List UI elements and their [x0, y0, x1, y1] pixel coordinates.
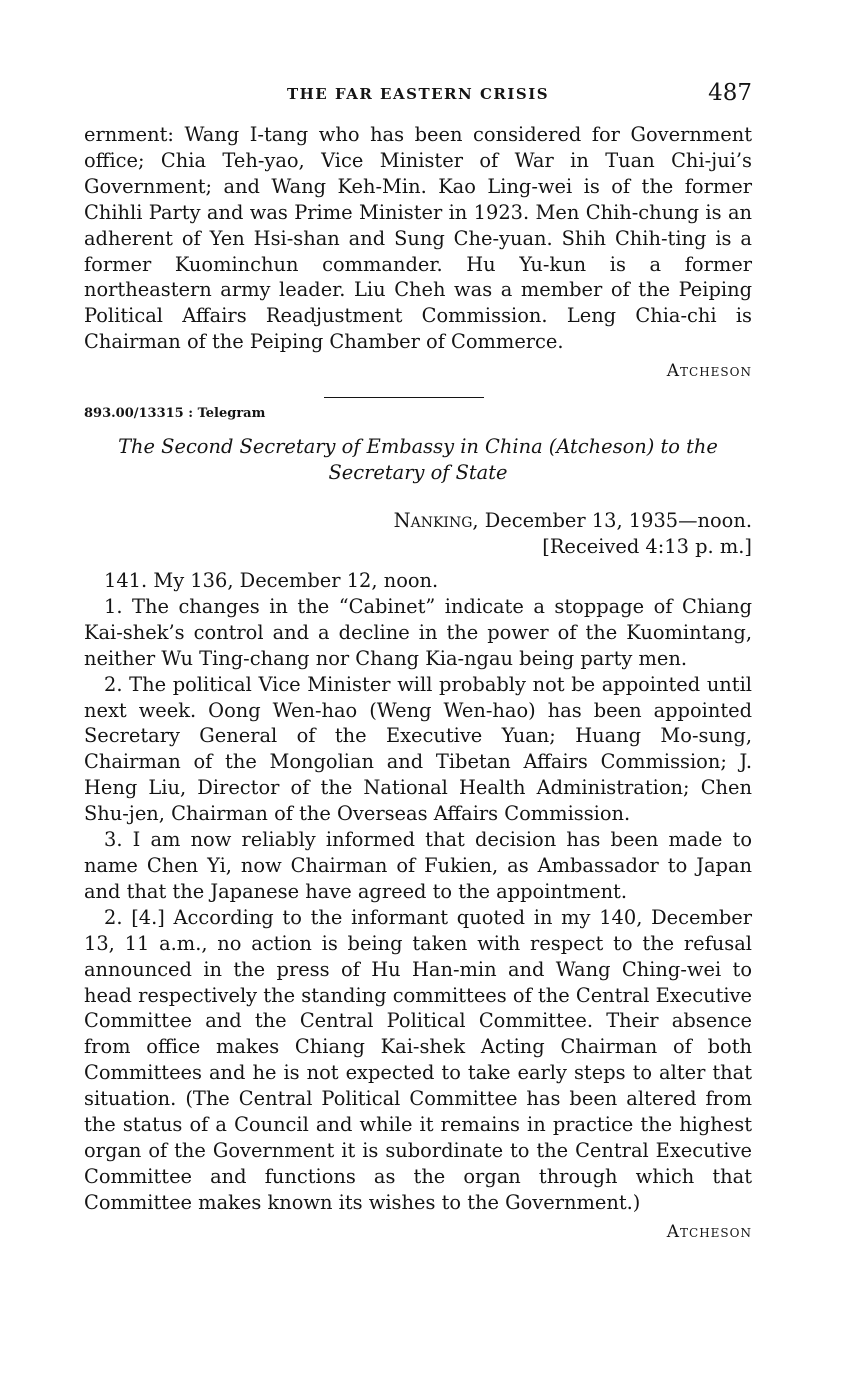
- telegram-opening: 141. My 136, December 12, noon.: [104, 569, 439, 592]
- received-note: [Received 4:13 p. m.]: [542, 535, 752, 558]
- telegram-paragraph-4: 2. [4.] According to the informant quoted in my 140, December 13, 11 a.m., no action is being taken with respect to the refusal announced in the press of Hu Han-min and Wang Ching-wei to head respectively the standing committees of the Central Executive Committee and the Central Political Committee. Their absence from office makes Chiang Kai-shek Acting Chairman of both Committees and he is not expected to take early steps to alter that situation. (The Central Political Committee has been altered from the status of a Council and while it remains in practice the highest organ of the Government it is subordinate to the Central Executive Committee and functions as the organ through which that Committee makes known its wishes to the Government.): [84, 905, 752, 1214]
- telegram-paragraph-1: 1. The changes in the “Cabinet” indicate a stoppage of Chiang Kai-shek’s control and a decline in the power of the Kuomintang, neither Wu Ting-chang nor Chang Kia-ngau being party men.: [84, 594, 752, 670]
- document-heading: [84, 434, 752, 486]
- telegram-paragraph-3: 3. I am now reliably informed that decision has been made to name Chen Yi, now Chairman of Fukien, as Ambassador to Japan and that the Japanese have agreed to the appointment.: [84, 828, 752, 903]
- section-divider: [324, 397, 484, 398]
- signature-atcheson-1: Atcheson: [666, 361, 752, 382]
- continued-paragraph: ernment: Wang I-tang who has been considered for Government office; Chia Teh-yao, Vice Minister of War in Tuan Chi-jui’s Government; and Wang Keh-Min. Kao Ling-wei is of the former Chihli Party and was Prime Minister in 1923. Men Chih-chung is an adherent of Yen Hsi-shan and Sung Che-yuan. Shih Chih-ting is a former Kuominchun commander. Hu Yu-kun is a former northeastern army leader. Liu Cheh was a member of the Peiping Political Affairs Readjustment Commission. Leng Chia-chi is Chairman of the Peiping Chamber of Commerce.: [84, 123, 752, 354]
- running-title: THE FAR EASTERN CRISIS: [286, 85, 550, 103]
- place: Nanking: [393, 509, 473, 532]
- file-reference: 893.00/13315 : Telegram: [84, 406, 266, 421]
- place-date: [84, 508, 752, 534]
- telegram-body: [84, 568, 752, 1242]
- telegram-paragraph-2: 2. The political Vice Minister will probably not be appointed until next week. Oong Wen-hao (Weng Wen-hao) has been appointed Secretary General of the Executive Yuan; Huang Mo-sung, Chairman of the Mongolian and Tibetan Affairs Commission; J. Heng Liu, Director of the National Health Administration; Chen Shu-jen, Chairman of the Overseas Affairs Commission.: [84, 672, 752, 826]
- dateline: [84, 508, 752, 560]
- running-head: [84, 80, 752, 106]
- heading-line-2: Secretary of State: [328, 461, 508, 484]
- signature-atcheson-2: Atcheson: [666, 1221, 752, 1242]
- page-number: 487: [708, 80, 752, 106]
- previous-document-end: [84, 122, 752, 381]
- heading-line-1: The Second Secretary of Embassy in China (Atcheson) to the: [118, 435, 718, 458]
- date: , December 13, 1935—noon.: [472, 509, 752, 532]
